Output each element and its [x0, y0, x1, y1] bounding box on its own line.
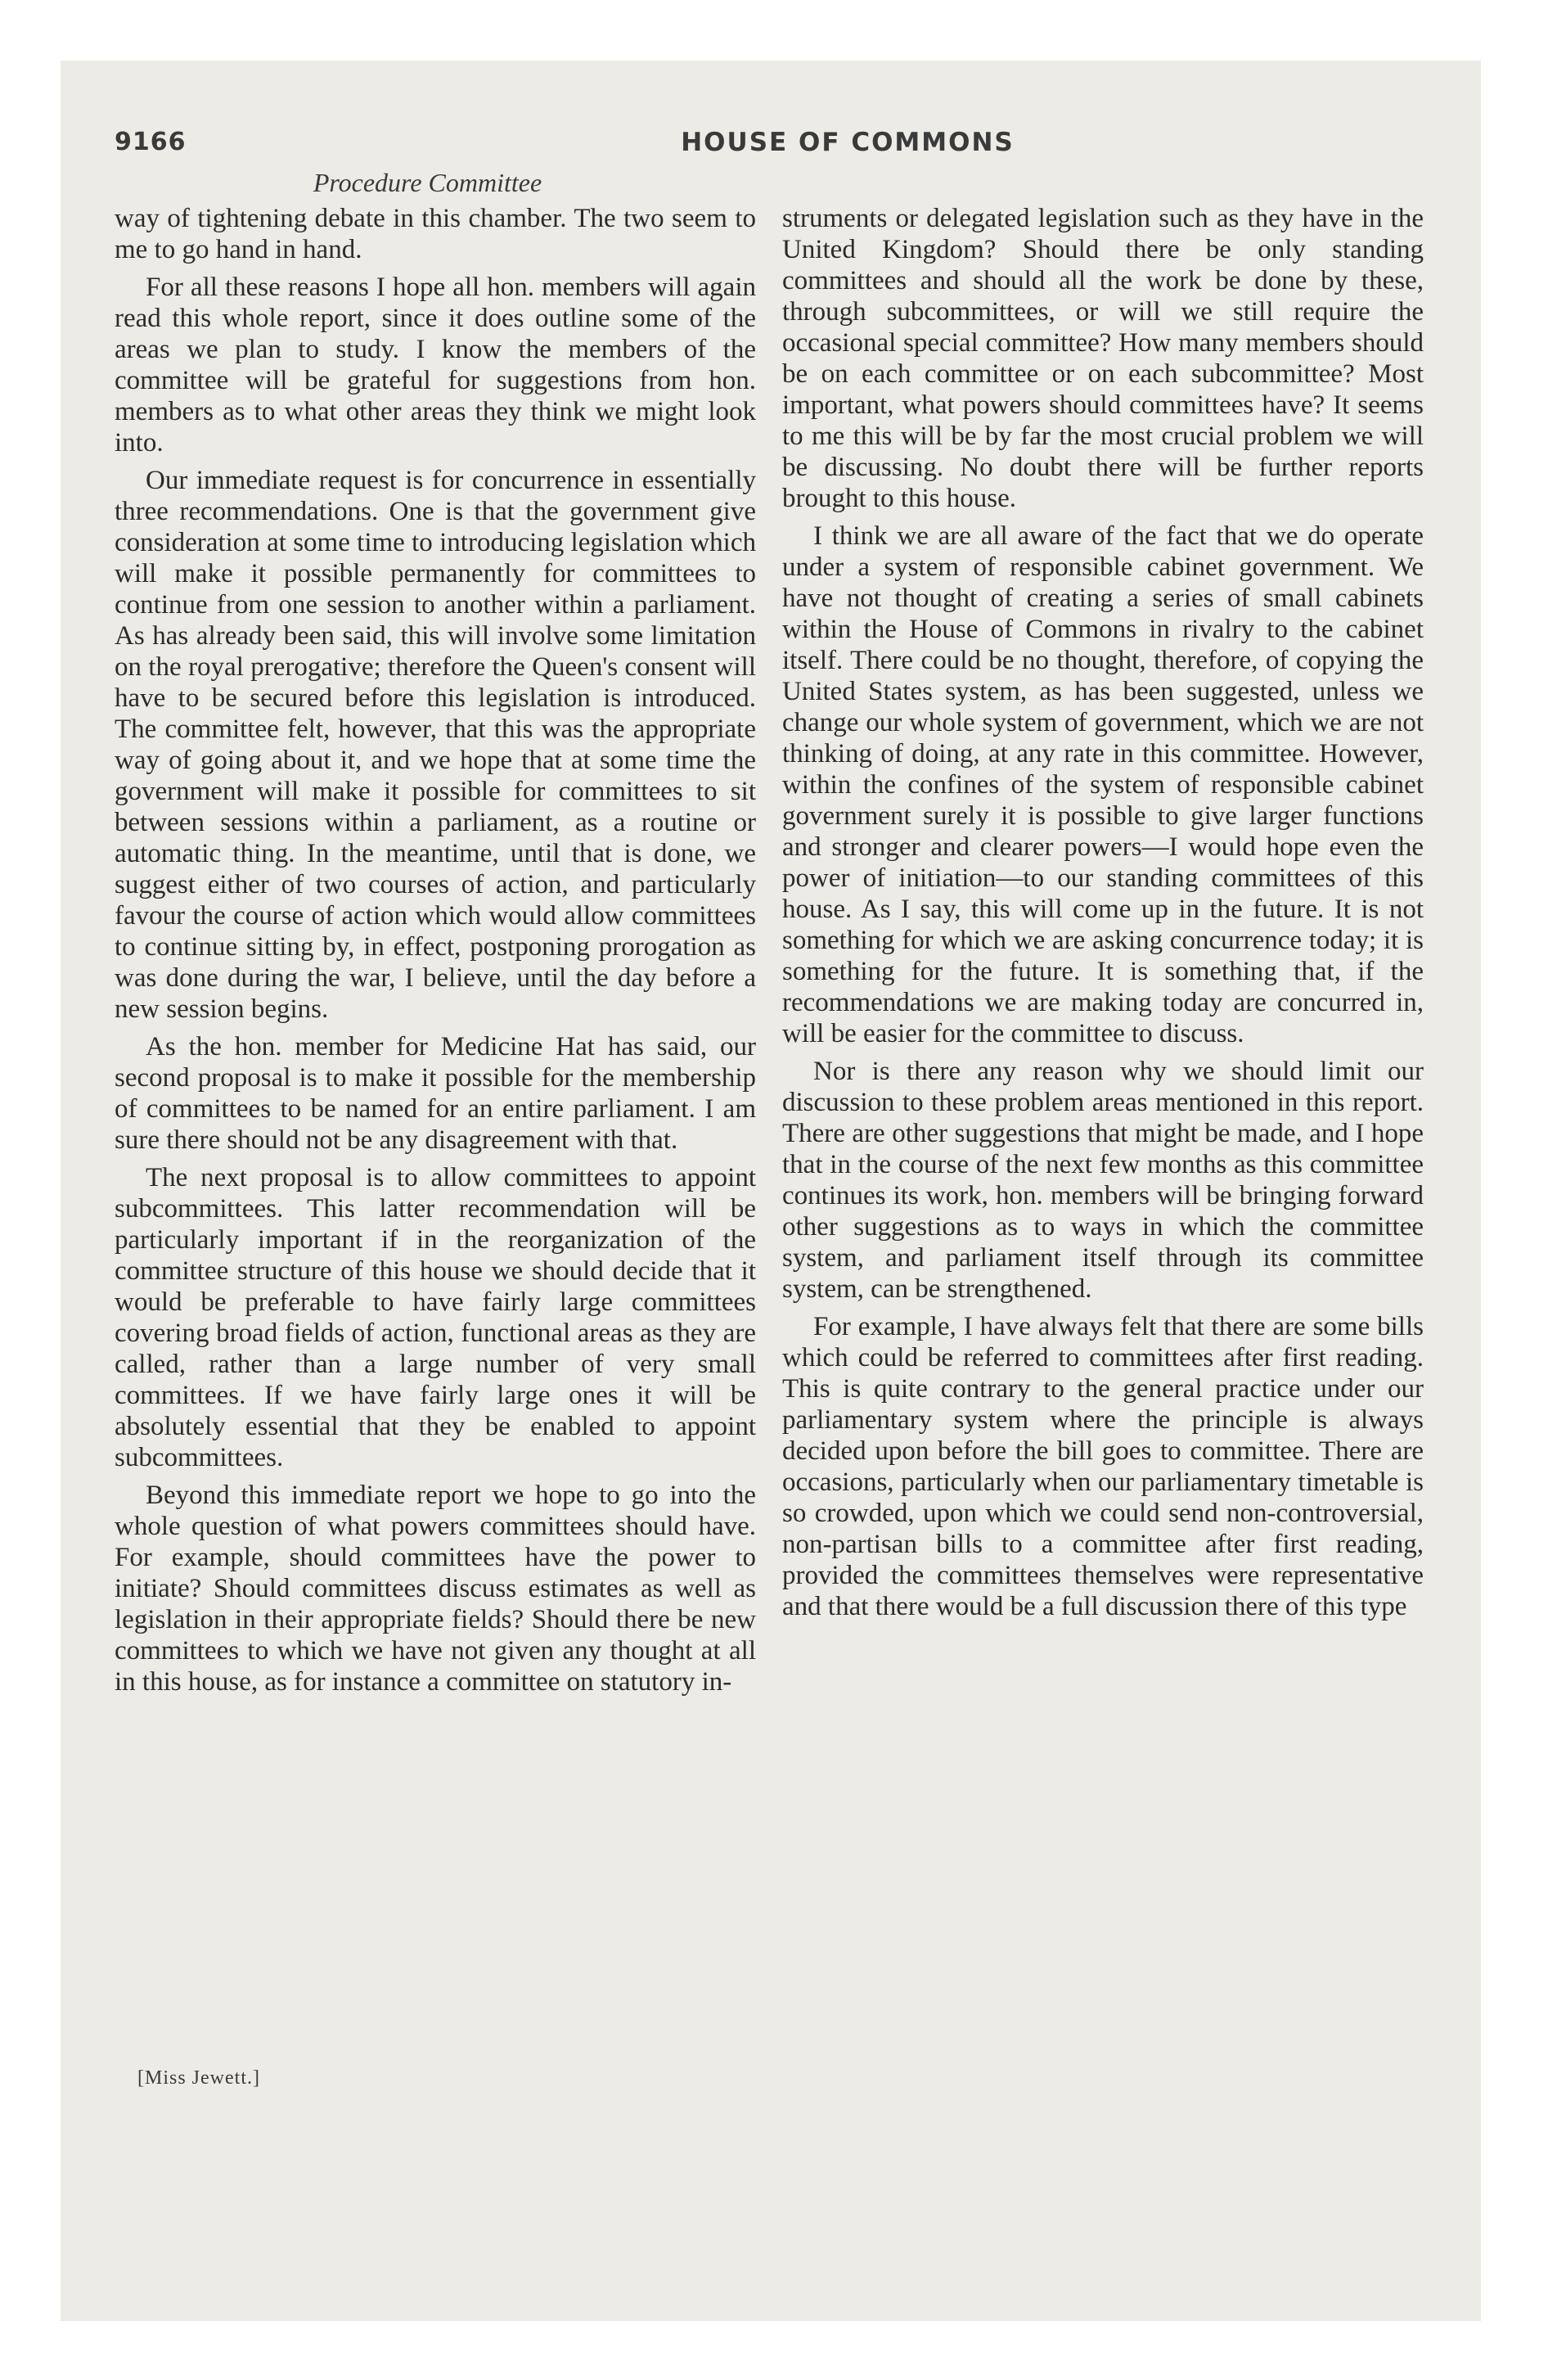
page-header [115, 128, 1433, 169]
page-title: HOUSE OF COMMONS [681, 128, 1015, 157]
paragraph: way of tightening debate in this chamber. The two seem to me to go hand in hand. [115, 204, 756, 264]
page-number: 9166 [115, 128, 187, 156]
left-column [115, 203, 756, 1704]
paragraph: For example, I have always felt that there are some bills which could be referred to committees after first reading. This is quite contrary to the general practice under our parliamentary system where the principle is always decided upon before the bill goes to committee. There are occasions, particularly when our parliamentary timetable is so crowded, upon which we could send non-controversial, non-partisan bills to a committee after first reading, provided the committees themselves were representative and that there would be a full discussion there of this type [782, 1312, 1424, 1621]
paragraph: Nor is there any reason why we should limit our discussion to these problem areas mentioned in this report. There are other suggestions that might be made, and I hope that in the course of the next few months as this committee continues its work, hon. members will be bringing forward other suggestions as to ways in which the committee system, and parliament itself through its committee system, can be strengthened. [782, 1057, 1424, 1304]
paragraph: Beyond this immediate report we hope to go into the whole question of what powers committees should have. For example, should committees have the power to initiate? Should committees discuss estimates as well as legislation in their appropriate fields? Should there be new committees to which we have not given any thought at all in this house, as for instance a committee on statutory in- [115, 1481, 756, 1697]
paragraph: As the hon. member for Medicine Hat has said, our second proposal is to make it possible for the membership of committees to be named for an entire parliament. I am sure there should not be any disagreement with that. [115, 1032, 756, 1155]
speaker-attribution: [Miss Jewett.] [137, 2067, 260, 2089]
section-title: Procedure Committee [313, 168, 542, 197]
paragraph: Our immediate request is for concurrence in essentially three recommendations. One is that the government give consideration at some time to introducing legislation which will make it possible permanently for committees to continue from one session to another within a parliament. As has already been said, this will involve some limitation on the royal prerogative; therefore the Queen's consent will have to be secured before this legislation is introduced. The committee felt, however, that this was the appropriate way of going about it, and we hope that at some time the government will make it possible for committees to sit between sessions within a parliament, as a routine or automatic thing. In the meantime, until that is done, we suggest either of two courses of action, and particularly favour the course of action which would allow committees to continue sitting by, in effect, postponing prorogation as was done during the war, I believe, until the day before a new session begins. [115, 466, 756, 1024]
paragraph: I think we are all aware of the fact that we do operate under a system of responsible cabinet government. We have not thought of creating a series of small cabinets within the House of Commons in rivalry to the cabinet itself. There could be no thought, therefore, of copying the United States system, as has been suggested, unless we change our whole system of government, which we are not thinking of doing, at any rate in this committee. However, within the confines of the system of responsible cabinet government surely it is possible to give larger functions and stronger and clearer powers—I would hope even the power of initiation—to our standing committees of this house. As I say, this will come up in the future. It is not something for which we are asking concurrence today; it is something for the future. It is something that, if the recommendations we are making today are concurred in, will be easier for the committee to discuss. [782, 521, 1424, 1048]
paragraph: The next proposal is to allow committees to appoint subcommittees. This latter recommendation will be particularly important if in the reorganization of the committee structure of this house we should decide that it would be preferable to have fairly large committees covering broad fields of action, functional areas as they are called, rather than a large number of very small committees. If we have fairly large ones it will be absolutely essential that they be enabled to appoint subcommittees. [115, 1163, 756, 1472]
paragraph: struments or delegated legislation such as they have in the United Kingdom? Should there be only standing committees and should all the work be done by these, through subcommittees, or will we still require the occasional special committee? How many members should be on each committee or on each subcommittee? Most important, what powers should committees have? It seems to me this will be by far the most crucial problem we will be discussing. No doubt there will be further reports brought to this house. [782, 204, 1424, 513]
right-column [782, 203, 1424, 1629]
paragraph: For all these reasons I hope all hon. members will again read this whole report, since it does outline some of the areas we plan to study. I know the members of the committee will be grateful for suggestions from hon. members as to what other areas they think we might look into. [115, 273, 756, 458]
